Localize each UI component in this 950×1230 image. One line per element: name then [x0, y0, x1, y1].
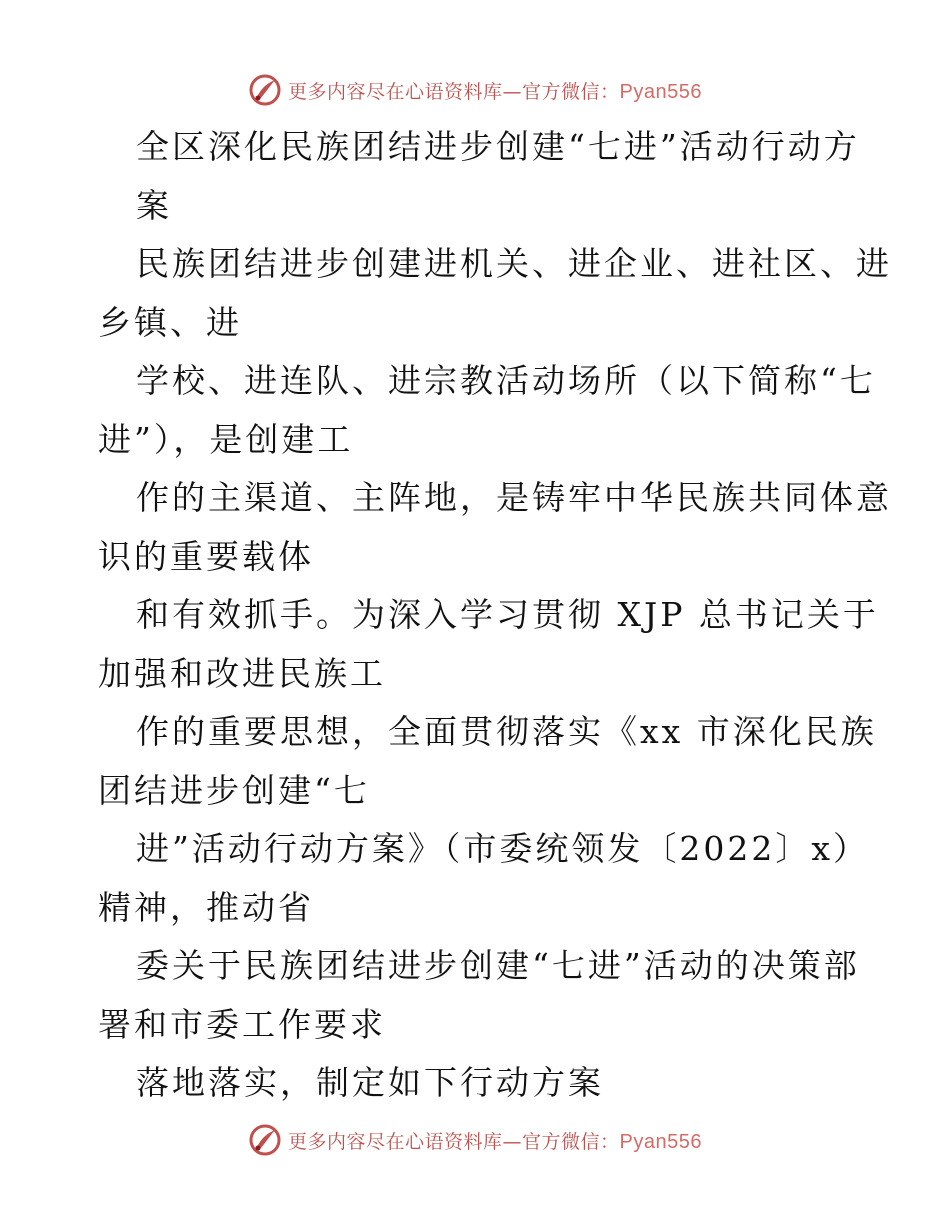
document-title-line: 案: [136, 185, 172, 225]
body-text-line: 委关于民族团结进步创建“七进”活动的决策部: [136, 946, 860, 985]
body-text-line: 进”），是创建工: [98, 419, 354, 459]
body-text-line: 精神，推动省: [98, 887, 314, 927]
brush-logo-icon: [248, 1123, 282, 1157]
body-text-line: 加强和改进民族工: [98, 653, 386, 693]
body-text-line: 进”活动行动方案》（市委统领发〔2022〕x）: [136, 829, 869, 868]
body-text-line: 乡镇、进: [98, 302, 242, 342]
watermark-site-text: 更多内容尽在心语资料库: [288, 80, 503, 103]
watermark-header: [0, 70, 950, 110]
watermark-site-text: 更多内容尽在心语资料库: [288, 1130, 503, 1153]
watermark-text: [288, 1127, 702, 1154]
body-text-line: 学校、进连队、进宗教活动场所（以下简称“七: [136, 361, 876, 400]
body-text-line: 识的重要载体: [98, 536, 314, 576]
body-text-line: 落地落实，制定如下行动方案: [136, 1063, 604, 1102]
watermark-handle: Pyan556: [619, 80, 702, 103]
body-text-line: 团结进步创建“七: [98, 770, 370, 810]
body-text-line: 作的主渠道、主阵地，是铸牢中华民族共同体意: [136, 478, 892, 517]
body-text-line: 民族团结进步创建进机关、进企业、进社区、进: [136, 244, 892, 283]
body-text-line: 署和市委工作要求: [98, 1004, 386, 1044]
watermark-text: [288, 77, 702, 104]
watermark-footer: [0, 1120, 950, 1160]
watermark-contact-text: 官方微信：: [522, 1130, 620, 1153]
brush-logo-icon: [248, 73, 282, 107]
body-text-line: 作的重要思想，全面贯彻落实《xx 市深化民族: [136, 712, 877, 751]
document-body: [98, 118, 892, 1113]
body-text-line: 和有效抓手。为深入学习贯彻 XJP 总书记关于: [136, 595, 879, 634]
watermark-handle: Pyan556: [619, 1130, 702, 1153]
watermark-separator: —: [502, 1130, 523, 1153]
watermark-separator: —: [502, 80, 523, 103]
watermark-contact-text: 官方微信：: [522, 80, 620, 103]
document-title-line: 全区深化民族团结进步创建“七进”活动行动方: [136, 127, 860, 166]
